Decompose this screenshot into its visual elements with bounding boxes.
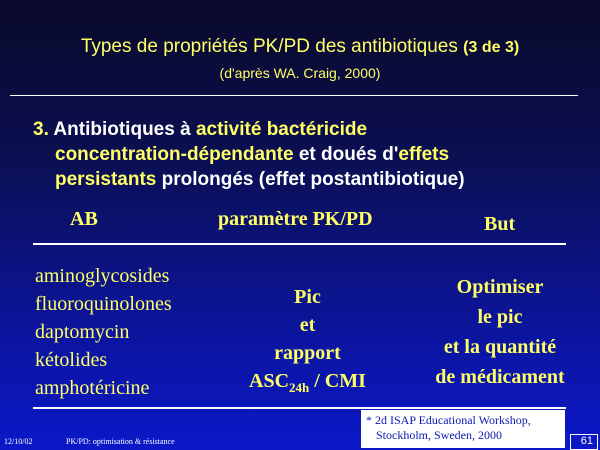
bullet-point: [33, 117, 593, 192]
slide-title-main: Types de propriétés PK/PD des antibiotiques: [80, 36, 458, 57]
parameter-line: rapport: [274, 342, 341, 364]
footer-text: PK/PD: optimisation & résistance: [66, 437, 175, 446]
column-header-ab: AB: [70, 208, 98, 230]
list-item: amphotéricine: [35, 377, 150, 399]
list-item: fluoroquinolones: [35, 293, 172, 315]
point-line-3: [33, 167, 593, 192]
point-highlight-4: persistants: [55, 169, 157, 190]
parameter-line: Pic: [294, 286, 321, 308]
asc-label: ASC: [249, 370, 290, 392]
point-highlight-3: effets: [398, 144, 450, 165]
point-highlight-1: activité bactéricide: [195, 119, 368, 140]
column-header-goal: But: [484, 213, 516, 235]
list-item: daptomycin: [35, 321, 130, 343]
slide-title: [0, 36, 600, 58]
point-line-2: [33, 142, 593, 167]
asc-subscript: 24h: [289, 380, 310, 395]
goal-line: de médicament: [435, 366, 565, 388]
column-header-pkpd: paramètre PK/PD: [218, 208, 373, 230]
slide-subtitle: (d'après WA. Craig, 2000): [219, 65, 381, 81]
goal-line: Optimiser: [456, 276, 544, 298]
goal-line: et la quantité: [443, 336, 557, 358]
pkpd-parameter: [230, 283, 385, 402]
cmi-label: / CMI: [309, 370, 366, 392]
title-divider: [10, 95, 578, 96]
point-text-1: Antibiotiques à: [48, 119, 196, 140]
reference-line-1: * 2d ISAP Educational Workshop,: [366, 413, 531, 427]
parameter-line: et: [299, 314, 316, 336]
list-item: kétolides: [35, 349, 108, 371]
therapeutic-goal: [420, 272, 580, 392]
table-header-divider: [33, 243, 566, 245]
reference-line-2: Stockholm, Sweden, 2000: [376, 428, 502, 442]
point-highlight-2: concentration-dépendante: [55, 144, 294, 165]
point-text-2: et doués d': [293, 144, 399, 165]
point-number: 3.: [33, 119, 49, 140]
table-bottom-divider: [33, 407, 566, 409]
footer-date: 12/10/02: [4, 437, 33, 446]
page-number: 61: [570, 434, 598, 450]
parameter-ratio: [230, 367, 385, 402]
reference-note: [361, 410, 565, 448]
list-item: aminoglycosides: [35, 265, 170, 287]
antibiotic-list: [35, 262, 172, 402]
slide-title-part: (3 de 3): [463, 39, 520, 56]
goal-line: le pic: [477, 306, 523, 328]
point-text-3: prolongés (effet postantibiotique): [156, 169, 465, 190]
